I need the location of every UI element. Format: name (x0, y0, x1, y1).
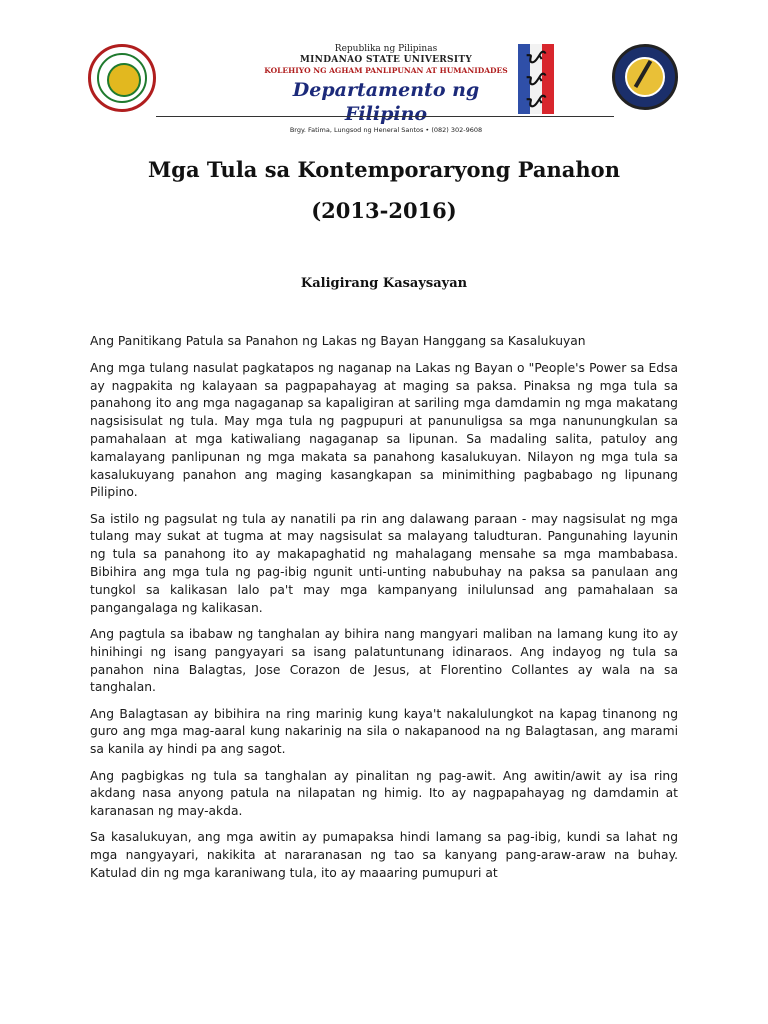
address-line: Brgy. Fatima, Lungsod ng Heneral Santos • (082) 302-9608 (289, 126, 483, 134)
paragraph: Sa kasalukuyan, ang mga awitin ay pumapaksa hindi lamang sa pag-ibig, kundi sa lahat ng mga nangyayari, nakikita at nararanasan ng tao sa kanyang pang-araw-araw na buhay. Katulad din ng mga karaniwang tula, ito ay maaaring pumupuri at (90, 830, 678, 881)
department-seal-icon (612, 44, 678, 110)
document-body (90, 333, 678, 891)
paragraph: Sa istilo ng pagsulat ng tula ay nanatili pa rin ang dalawang paraan - may nagsisulat ng mga tulang may sukat at tugma at may nagsisulat sa malayang taludturan. Pangunahing layunin ng tula sa panahong ito ay makapaghatid ng mahalagang mensahe sa mga mambabasa. Bibihira ang mga tula ng pag-ibig ngunit unti-unting nabubuhay na paksa sa panulaan ang tungkol sa kalikasan lalo pa't may mga kampanyang inilulunsad ang pamahalaan sa pangangalaga ng kalikasan. (90, 511, 678, 615)
section-heading: Kaligirang Kasaysayan (300, 276, 468, 291)
paragraph: Ang pagbigkas ng tula sa tanghalan ay pinalitan ng pag-awit. Ang awitin/awit ay isa ring akdang nasa anyong patula na nilapatan ng himig. Ito ay nagpapahayag ng damdamin at karanasan ng may-akda. (90, 768, 678, 819)
intro-line: Ang Panitikang Patula sa Panahon ng Lakas ng Bayan Hanggang sa Kasalukuyan (90, 334, 586, 348)
college-line: KOLEHIYO NG AGHAM PANLIPUNAN AT HUMANIDADES (264, 66, 508, 75)
letterhead-divider (156, 116, 614, 117)
university-line: MINDANAO STATE UNIVERSITY (299, 55, 473, 65)
document-subtitle: (2013-2016) (311, 198, 457, 223)
msu-seal-icon (88, 44, 156, 112)
paragraph: Ang mga tulang nasulat pagkatapos ng naganap na Lakas ng Bayan o "People's Power sa Edsa ay nagpakita ng kalayaan sa pagpapahayag at maging sa paksa. Pinaksa ng mga tula sa panahong ito ang mga nagaganap sa kapaligiran at sariling mga damdamin ng mga makatang nagsisisulat ng tula. May mga tula ng pagpupuri at panunuligsa sa mga nanunungkulan sa pamahalaan at mga katiwaliang nagaganap sa lipunan. Sa madaling salita, patuloy ang kamalayang panlipunan ng mga makata sa panahong kasalukuyan. Nilayon ng mga tula sa kasalukuyang panahon ang maging kasangkapan sa minimithing pagbabago ng lipunang Pilipino. (90, 360, 678, 500)
document-title: Mga Tula sa Kontemporaryong Panahon (148, 157, 620, 182)
paragraph: Ang pagtula sa ibabaw ng tanghalan ay bihira nang mangyari maliban na lamang kung ito ay hinihingi ng isang pangyayari sa isang palatuntunang idinaraos. Ang indayog ng tula sa panahon nina Balagtas, Jose Corazon de Jesus, at Florentino Collantes ay wala na sa tanghalan. (90, 626, 678, 695)
baybayin-flag-icon: ᜉ ᜉ ᜉ (518, 44, 554, 114)
republic-line: Republika ng Pilipinas (334, 44, 438, 54)
department-name: Departamento ng Filipino (292, 79, 480, 125)
paragraph: Ang Balagtasan ay bibihira na ring marinig kung kaya't nakalulungkot na kapag tinanong ng guro ang mga mag-aaral kung nakarinig na sila o nakapanood na ng Balagtasan, ang marami sa kanila ay hindi pa ang sagot. (90, 706, 678, 757)
letterhead (0, 0, 768, 134)
letterhead-text (262, 44, 510, 135)
